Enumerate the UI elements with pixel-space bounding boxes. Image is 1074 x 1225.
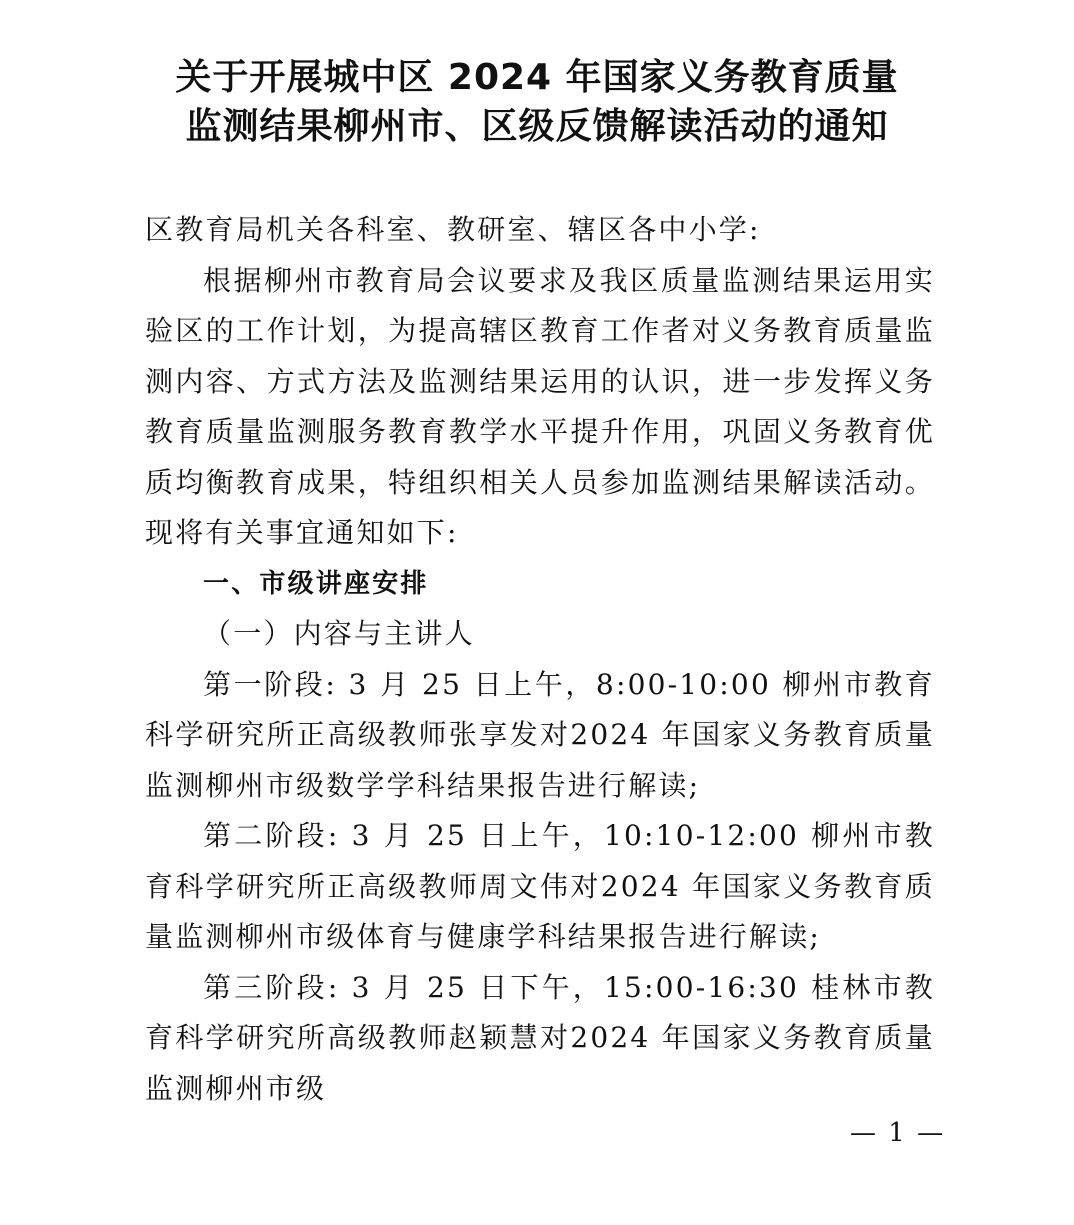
document-body (145, 205, 935, 1114)
stage-3-paragraph: 第三阶段: 3 月 25 日下午，15:00-16:30 桂林市教育科学研究所高级教师赵颖慧对2024 年国家义务教育质量监测柳州市级 (145, 970, 935, 1105)
intro-paragraph: 根据柳州市教育局会议要求及我区质量监测结果运用实验区的工作计划，为提高辖区教育工作者对义务教育质量监测内容、方式方法及监测结果运用的认识，进一步发挥义务教育质量监测服务教育教学水平提升作用，巩固义务教育优质均衡教育成果，特组织相关人员参加监测结果解读活动。现将有关事宜通知如下: (145, 263, 935, 549)
stage-1-paragraph: 第一阶段: 3 月 25 日上午，8:00-10:00 柳州市教育科学研究所正高级教师张享发对2024 年国家义务教育质量监测柳州市级数学学科结果报告进行解读; (145, 667, 935, 802)
stage-2-paragraph: 第二阶段: 3 月 25 日上午，10:10-12:00 柳州市教育科学研究所正高级教师周文伟对2024 年国家义务教育质量监测柳州市级体育与健康学科结果报告进行解读; (145, 819, 935, 953)
subsection-heading-1: （一）内容与主讲人 (203, 617, 475, 650)
section-heading-1: 一、市级讲座安排 (203, 568, 429, 599)
document-title-line-1: 关于开展城中区 2024 年国家义务教育质量 (175, 57, 899, 98)
page-number: — 1 — (850, 1118, 946, 1148)
salutation: 区教育局机关各科室、教研室、辖区各中小学: (145, 213, 761, 246)
document-title-line-2: 监测结果柳州市、区级反馈解读活动的通知 (185, 106, 889, 147)
